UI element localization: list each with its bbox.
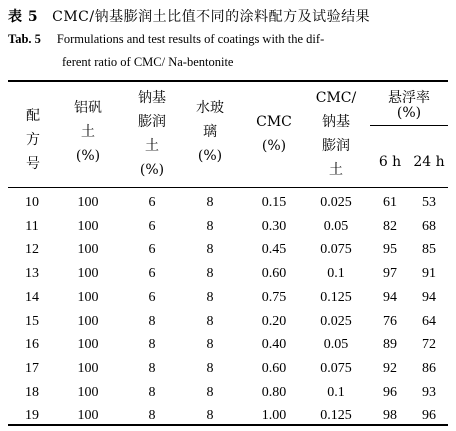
cell-cmc: 0.60 (261, 266, 287, 282)
cell-cmc: 0.60 (261, 360, 287, 376)
cell-na-bentonite: 8 (148, 384, 156, 400)
cell-ratio: 0.075 (320, 360, 352, 376)
cell-alum: 100 (77, 289, 99, 305)
cell-ratio: 0.075 (320, 242, 352, 258)
table-title-en-line1: Formulations and test results of coatings with the dif- (56, 32, 325, 46)
cell-6h: 82 (383, 218, 397, 234)
bottom-rule (8, 424, 448, 426)
cell-alum: 100 (77, 195, 99, 210)
cell-ratio: 0.125 (320, 289, 352, 305)
cell-ratio: 0.05 (323, 218, 349, 234)
cell-6h: 97 (383, 266, 397, 282)
cell-na-bentonite: 8 (148, 360, 156, 376)
cell-cmc: 0.30 (261, 218, 287, 234)
cell-formula-no: 17 (25, 360, 39, 376)
cell-water-glass: 8 (206, 313, 214, 329)
cell-alum: 100 (77, 242, 99, 258)
top-rule (8, 80, 448, 82)
table-title-cn: CMC/钠基膨润土比值不同的涂料配方及试验结果 (52, 9, 371, 25)
cell-na-bentonite: 6 (148, 218, 156, 234)
cell-ratio: 0.05 (323, 337, 349, 353)
table-caption-en (8, 32, 324, 47)
header-cmc-ratio: CMC/ 钠基 膨润 土 (315, 90, 357, 178)
cell-water-glass: 8 (206, 289, 214, 305)
cell-ratio: 0.1 (327, 266, 345, 282)
cell-na-bentonite: 6 (148, 195, 156, 210)
cell-water-glass: 8 (206, 384, 214, 400)
cell-water-glass: 8 (206, 360, 214, 376)
cell-cmc: 0.75 (261, 289, 287, 305)
cell-cmc: 1.00 (261, 408, 287, 424)
cell-alum: 100 (77, 360, 99, 376)
cell-formula-no: 10 (25, 195, 39, 210)
cell-formula-no: 18 (25, 384, 39, 400)
cell-24h: 64 (422, 313, 436, 329)
cell-6h: 98 (383, 408, 397, 424)
cell-6h: 89 (383, 337, 397, 353)
cell-24h: 94 (422, 289, 436, 305)
cell-cmc: 0.45 (261, 242, 287, 258)
header-suspension: 悬浮率 (388, 90, 430, 106)
cell-formula-no: 13 (25, 266, 39, 282)
cell-formula-no: 19 (25, 408, 39, 424)
cell-water-glass: 8 (206, 195, 214, 210)
cell-na-bentonite: 8 (148, 408, 156, 424)
cell-24h: 68 (422, 218, 436, 234)
table-caption-cn (8, 6, 370, 26)
cell-6h: 95 (383, 242, 397, 258)
cell-water-glass: 8 (206, 266, 214, 282)
cell-ratio: 0.1 (327, 384, 345, 400)
header-alum: 铝矾 土 (%) (74, 100, 102, 164)
cell-water-glass: 8 (206, 218, 214, 234)
cell-water-glass: 8 (206, 337, 214, 353)
cell-cmc: 0.40 (261, 337, 287, 353)
cell-na-bentonite: 6 (148, 242, 156, 258)
cell-cmc: 0.20 (261, 313, 287, 329)
header-24h: 24 h (413, 154, 445, 170)
cell-ratio: 0.025 (320, 195, 352, 210)
cell-24h: 85 (422, 242, 436, 258)
cell-na-bentonite: 6 (148, 266, 156, 282)
cell-24h: 86 (422, 360, 436, 376)
cell-6h: 76 (383, 313, 397, 329)
table-label-en: Tab. 5 (8, 32, 41, 46)
cell-6h: 94 (383, 289, 397, 305)
cell-24h: 53 (422, 195, 436, 210)
cell-water-glass: 8 (206, 242, 214, 258)
header-water-glass: 水玻 璃 (%) (196, 100, 224, 164)
cell-formula-no: 11 (25, 218, 39, 234)
cell-6h: 61 (383, 195, 397, 210)
header-na-bentonite: 钠基 膨润 土 (%) (138, 90, 166, 178)
cell-cmc: 0.80 (261, 384, 287, 400)
cell-formula-no: 12 (25, 242, 39, 258)
header-cmc: CMC (%) (256, 114, 292, 154)
cell-ratio: 0.125 (320, 408, 352, 424)
cell-6h: 96 (383, 384, 397, 400)
cell-ratio: 0.025 (320, 313, 352, 329)
table-label-cn: 表 5 (8, 9, 39, 25)
header-6h: 6 h (378, 154, 402, 170)
cell-24h: 96 (422, 408, 436, 424)
cell-24h: 72 (422, 337, 436, 353)
header-formula-no: 配 方 号 (26, 108, 40, 172)
cell-cmc: 0.15 (261, 195, 287, 210)
cell-na-bentonite: 8 (148, 337, 156, 353)
cell-alum: 100 (77, 218, 99, 234)
cell-alum: 100 (77, 266, 99, 282)
cell-alum: 100 (77, 408, 99, 424)
cell-alum: 100 (77, 337, 99, 353)
cell-formula-no: 14 (25, 289, 39, 305)
cell-24h: 91 (422, 266, 436, 282)
cell-alum: 100 (77, 313, 99, 329)
cell-alum: 100 (77, 384, 99, 400)
cell-24h: 93 (422, 384, 436, 400)
cell-water-glass: 8 (206, 408, 214, 424)
table-title-en-line2: ferent ratio of CMC/ Na-bentonite (62, 55, 234, 69)
cell-6h: 92 (383, 360, 397, 376)
cell-na-bentonite: 8 (148, 313, 156, 329)
header-suspension-unit: (%) (396, 105, 422, 121)
cell-formula-no: 16 (25, 337, 39, 353)
cell-formula-no: 15 (25, 313, 39, 329)
cell-na-bentonite: 6 (148, 289, 156, 305)
suspension-sub-rule (370, 125, 448, 126)
header-rule (8, 187, 448, 188)
